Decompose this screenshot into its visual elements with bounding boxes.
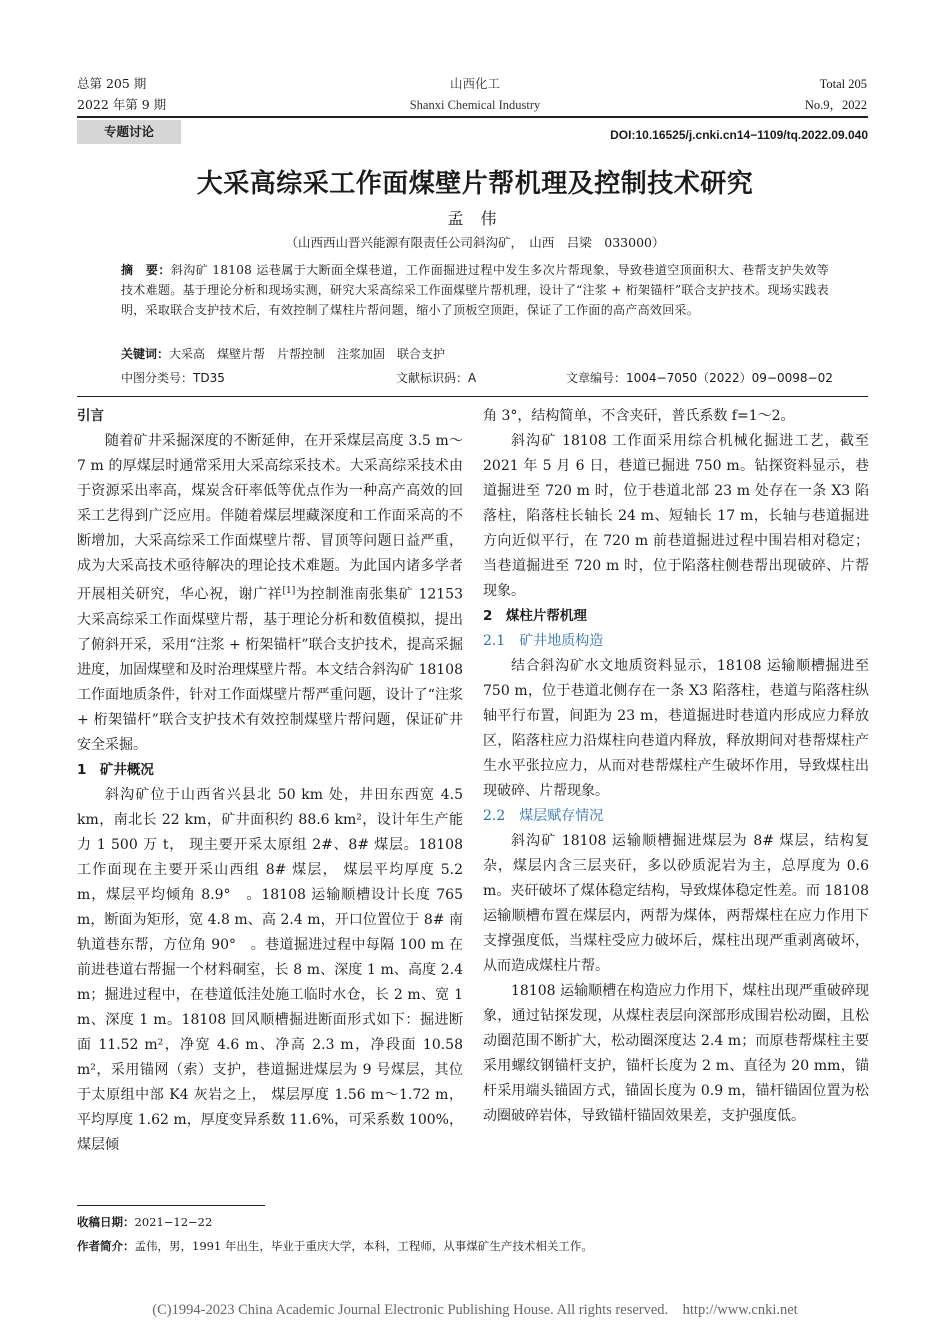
abstract-rule [77,396,868,397]
intro-text-cont: 为控制淮南张集矿 12153 大采高综采工作面煤壁片帮，基于理论分析和数值模拟，提出了俯斜开采，采用“注浆 + 桁架锚杆”联合支护技术，提高采掘进度，加固煤壁和及时治理煤壁片帮。本文结合斜沟矿 18108 工作面地质条件，针对工作面煤壁片帮严重问题，设计了“注浆 + 桁架锚杆”联合支护技术有效控制煤壁片帮问题，保证矿井安全采掘。 [77,586,463,753]
received-value: 2021−12−22 [134,1215,213,1229]
issue-number: 2022 年第 9 期 [77,97,167,112]
article-title: 大采高综采工作面煤壁片帮机理及控制技术研究 [196,169,754,199]
affiliation: （山西西山晋兴能源有限责任公司斜沟矿， 山西 吕梁 033000） [285,235,665,250]
bio-text: 孟伟，男，1991 年出生，毕业于重庆大学，本科，工程师，从事煤矿生产技术相关工作。 [134,1239,593,1253]
abstract-label: 摘 要： [121,263,171,277]
keywords-label: 关键词： [121,347,170,361]
journal-name-en: Shanxi Chemical Industry [409,98,541,112]
issue-total: 总第 205 期 [77,76,147,91]
article-number: 文章编号：1004−7050（2022）09−0098−02 [566,371,833,385]
issue-number-en: No.9，2022 [804,98,867,112]
clc-number: 中图分类号：TD35 [121,371,225,385]
author-bio [77,1238,593,1254]
intro-text: 随着矿井采掘深度的不断延伸，在开采煤层高度 3.5 m～7 m 的厚煤层时通常采用大采高综采技术。大采高综采技术由于资源采出率高，煤炭含矸率低等优点作为一种高产高效的回采工艺得到广泛应用。伴随着煤层埋藏深度和工作面采高的不断增加，大采高综采工作面煤壁片帮、冒顶等问题日益严重，成为大采高技术亟待解决的理论技术难题。为此国内诸多学者开展相关研究，华心祝，谢广祥 [77,433,463,603]
journal-name-cn: 山西化工 [449,76,500,91]
intro-paragraph [77,429,463,758]
support-paragraph: 18108 运输顺槽在构造应力作用下，煤柱出现严重破碎现象，通过钻探发现，从煤柱表层向深部形成围岩松动圈，且松动圈范围不断扩大，松动圈深度达 2.4 m；而原巷帮煤柱主要采用螺纹钢锚杆支护，锚杆长度为 2 m、直径为 20 mm，锚杆采用端头锚固方式，锚固长度为 0.9 m，锚杆锚固位置为松动圈破碎岩体，导致锚杆锚固效果差，支护强度低。 [483,983,869,1124]
subsection-2-2-heading: 2.2 煤层赋存情况 [483,808,604,824]
issue-total-en: Total 205 [819,77,867,91]
section2-heading: 2 煤柱片帮机理 [483,608,587,624]
author: 孟 伟 [447,209,503,228]
subsection-2-1-heading: 2.1 矿井地质构造 [483,633,604,649]
keywords-text: 大采高 煤壁片帮 片帮控制 注浆加固 联合支护 [169,347,446,361]
abstract-text: 斜沟矿 18108 运巷属于大断面全煤巷道，工作面掘进过程中发生多次片帮现象，导致巷道空顶面积大、巷帮支护失效等技术难题。基于理论分析和现场实测，研究大采高综采工作面煤壁片帮机理，设计了“注浆 + 桁架锚杆”联合支护技术。现场实践表明，采取联合支护技术后，有效控制了煤柱片帮问题，缩小了顶板空顶距，保证了工作面的高产高效回采。 [121,263,830,317]
tunnel-paragraph: 斜沟矿 18108 工作面采用综合机械化掘进工艺，截至 2021 年 5 月 6 日，巷道已掘进 750 m。钻探资料显示，巷道掘进至 720 m 时，位于巷道北部 23 m 处存在一条 X3 陷落柱，陷落柱长轴长 24 m、短轴长 17 m，长轴与巷道掘进方向近似平行，在 720 m 前巷道掘进过程中围岩相对稳定；当巷道掘进至 720 m 时，位于陷落柱侧巷帮出现破碎、片帮现象。 [483,433,869,599]
received-date [77,1214,212,1230]
continued-paragraph: 角 3°，结构简单，不含夹矸，普氏系数 f=1～2。 [483,408,795,424]
copyright: (C)1994-2023 China Academic Journal Electronic Publishing House. All rights reserved. http://www.cnki.net [152,1302,798,1318]
geology-paragraph: 结合斜沟矿水文地质资料显示，18108 运输顺槽掘进至 750 m，位于巷道北侧存在一条 X3 陷落柱，巷道与陷落柱纵轴平行布置，间距为 23 m，巷道掘进时巷道内形成应力释放区，陷落柱应力沿煤柱向巷道内释放，释放期间对巷帮煤柱产生水平张拉应力，从而对巷帮煤柱产生破坏作用，导致煤柱出现破碎、片帮现象。 [483,658,869,799]
doi: DOI:10.16525/j.cnki.cn14−1109/tq.2022.09.040 [610,128,868,142]
section-tag: 专题讨论 [77,120,181,144]
abstract [121,260,829,320]
bio-label: 作者简介： [77,1239,135,1253]
keywords [121,345,829,363]
section1-heading: 1 矿井概况 [77,761,154,778]
received-label: 收稿日期： [77,1215,135,1229]
intro-heading: 引言 [77,408,104,424]
footnote-rule [77,1205,265,1206]
reference-mark: [1] [282,586,296,596]
document-code: 文献标识码：A [396,371,477,385]
section1-paragraph: 斜沟矿位于山西省兴县北 50 km 处，井田东西宽 4.5 km，南北长 22 km，矿井面积约 88.6 km²，设计年生产能力 1 500 万 t， 现主要开采太原组 2#、8# 煤层。18108 工作面现在主要开采山西组 8# 煤层， 煤层平均厚度 5.2 m，煤层平均倾角 8.9° 。18108 运输顺槽设计长度 765 m，断面为矩形，宽 4.8 m、高 2.4 m，开口位置位于 8# 南轨道巷东帮，方位角 90° 。巷道掘进过程中每隔 100 m 在前进巷道右帮掘一个材料硐室，长 8 m、深度 1 m、高度 2.4 m；掘进过程中，在巷道低洼处施工临时水仓，长 2 m、宽 1 m、深度 1 m。18108 回风顺槽掘进断面形式如下：掘进断面 11.52 m²，净宽 4.6 m、净高 2.3 m，净段面 10.58 m²，采用锚网（索）支护，巷道掘进煤层为 9 号煤层，其位于太原组中部 K4 灰岩之上， 煤层厚度 1.56 m～1.72 m， 平均厚度 1.62 m，厚度变异系数 11.6%，可采系数 100%，煤层倾 [77,786,463,1153]
header-rule [77,116,868,118]
right-column [483,404,869,1129]
left-column [77,404,463,1158]
seam-paragraph: 斜沟矿 18108 运输顺槽掘进煤层为 8# 煤层，结构复杂，煤层内含三层夹矸，多以砂质泥岩为主，总厚度为 0.6 m。夹矸破坏了煤体稳定结构，导致煤体稳定性差。而 18108 运输顺槽布置在煤层内，两帮为煤体，两帮煤柱在应力作用下支撑强度低，当煤柱受应力破坏后，煤柱出现严重剥离破坏，从而造成煤柱片帮。 [483,833,869,974]
